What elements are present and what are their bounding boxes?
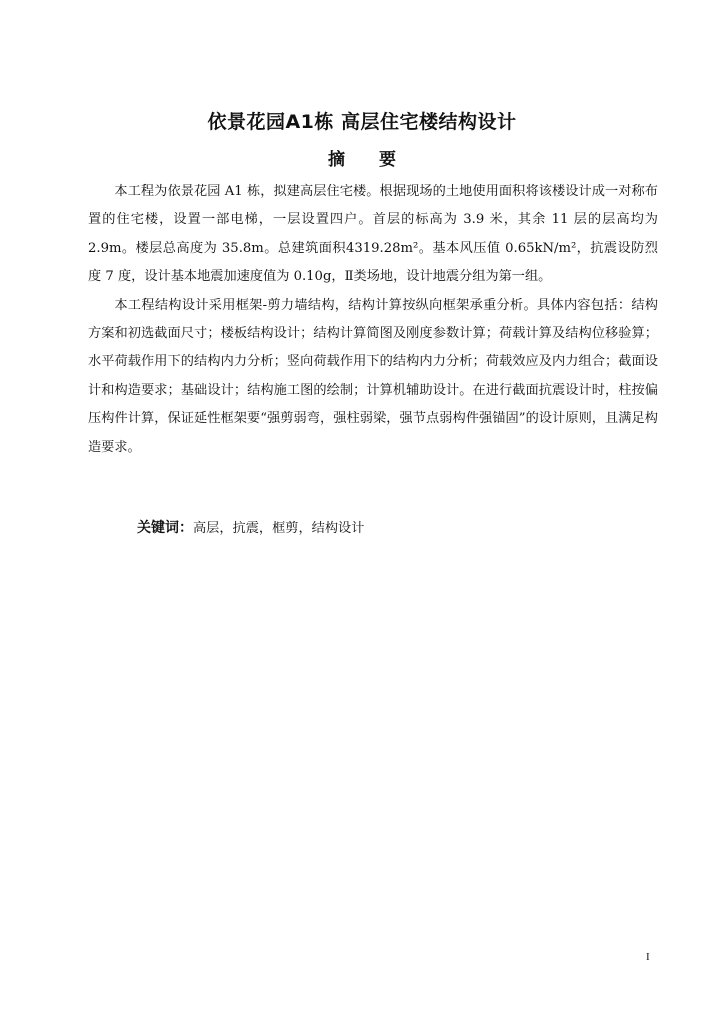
- abstract-heading: 摘 要: [328, 150, 410, 170]
- page-number: I: [646, 951, 650, 963]
- abstract-paragraph-2: 本工程结构设计采用框架-剪力墙结构，结构计算按纵向框架承重分析。具体内容包括：结构方案和初选截面尺寸；楼板结构设计；结构计算简图及刚度参数计算；荷载计算及结构位移验算；水平荷载作用下的结构内力分析；竖向荷载作用下的结构内力分析；荷载效应及内力组合；截面设计和构造要求；基础设计；结构施工图的绘制；计算机辅助设计。在进行截面抗震设计时，柱按偏压构件计算，保证延性框架要“强剪弱弯，强柱弱梁，强节点弱构件强锚固”的设计原则，且满足构造要求。: [88, 297, 658, 455]
- keywords-value: 高层，抗震，框剪，结构设计: [193, 521, 365, 536]
- abstract-body: [88, 178, 658, 462]
- document-title: 依景花园A1栋 高层住宅楼结构设计: [207, 111, 517, 133]
- abstract-paragraph-1: 本工程为依景花园 A1 栋，拟建高层住宅楼。根据现场的土地使用面积将该楼设计成一对称布置的住宅楼，设置一部电梯，一层设置四户。首层的标高为 3.9 米，其余 11 层的层高均为 2.9m。楼层总高度为 35.8m。总建筑面积4319.28m²。基本风压值 0.65kN/m²，抗震设防烈度 7 度，设计基本地震加速度值为 0.10g，Ⅱ类场地，设计地震分组为第一组。: [88, 184, 658, 285]
- keywords-label: 关键词：: [137, 520, 193, 536]
- keywords-line: [137, 517, 364, 537]
